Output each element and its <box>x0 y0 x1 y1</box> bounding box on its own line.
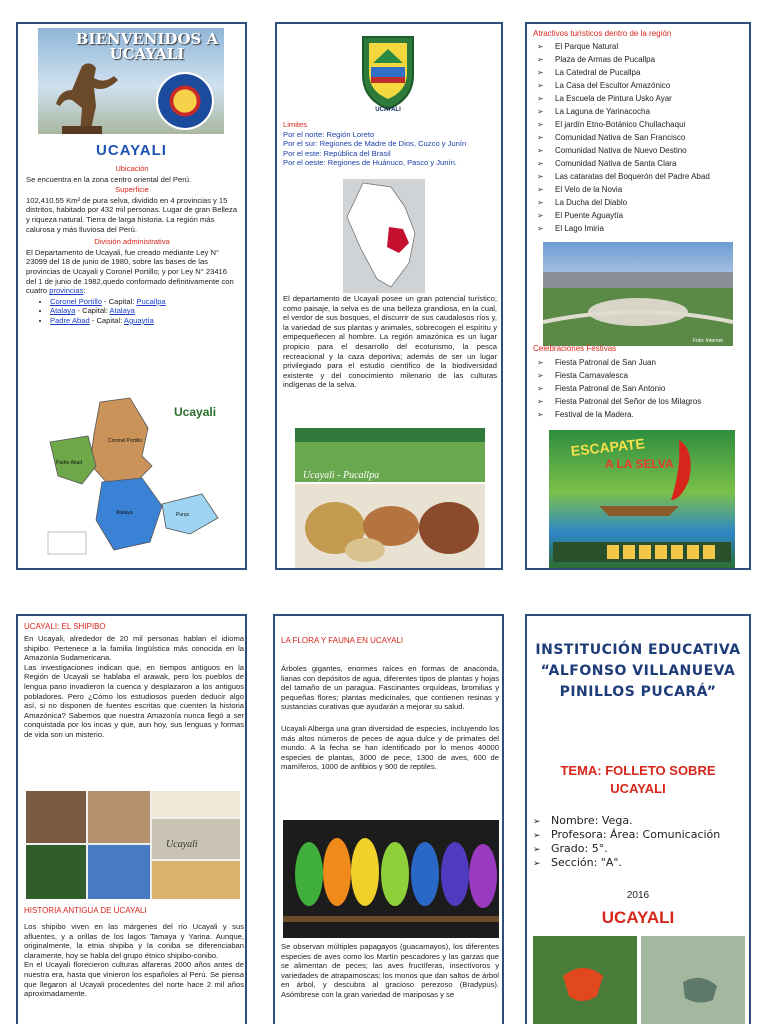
chamber-seal-image <box>156 72 214 130</box>
birds-photo <box>533 936 745 1024</box>
capital-link[interactable]: Pucallpa <box>136 296 166 306</box>
flora-p2: Ucayali Alberga una gran diversidad de especies, incluyendo los más altos números de peces de agua dulce y de primates del mundo. A la fecha se han identificado por lo menos 40000 especies de plantas, 3000 de pece, 1300 de aves, 600 de mamíferos, 1000 de anfibios y 900 de reptiles. <box>281 724 499 772</box>
flora-title: LA FLORA Y FAUNA EN UCAYALI <box>281 636 404 645</box>
poster-title-1: ESCAPATE <box>570 435 646 459</box>
limits-title: Limites <box>283 120 308 129</box>
division-label: División administrativa <box>94 237 170 247</box>
province-sep: - Capital: <box>75 306 110 316</box>
festivity-item: ➢ Fiesta Carnavalesca <box>537 369 747 382</box>
province-item <box>50 297 238 307</box>
attraction-item: ➢ La Laguna de Yarinacocha <box>537 105 747 118</box>
attraction-item: ➢ El Lago Imiria <box>537 222 747 235</box>
history-title: HISTORIA ANTIGUA DE UCAYALI <box>24 906 147 915</box>
attraction-item: ➢ La Catedral de Pucallpa <box>537 66 747 79</box>
attractions-list <box>537 40 747 235</box>
province-sep: - Capital: <box>101 296 137 306</box>
region-heading: UCAYALI <box>96 142 167 159</box>
tourism-description: El departamento de Ucayali posee un gran potencial turístico; como paisaje, la selva es de una belleza grandiosa, en la cual, el verdor de sus bosques, el discurrir de sus caudalosos ríos y, la variedad de sus plantas y animales, sobrecogen el espíritu y empequeñecen al hombre. La región amazónica es un lugar propicio para el desarrollo del ecoturismo, la pesca recreacional y la caza deportiva; además de ser un lugar privilegiado para el estudio científico de la biodiversidad existente y del conocimiento milenario de las culturas indígenas de la selva. <box>283 294 497 390</box>
attraction-item: ➢ Las cataratas del Boquerón del Padre Abad <box>537 170 747 183</box>
panel-welcome <box>16 22 247 570</box>
province-link[interactable]: Padre Abad <box>50 315 90 325</box>
detail-item: ➢ Sección: "A". <box>533 856 745 870</box>
festivity-item: ➢ Fiesta Patronal de San Juan <box>537 356 747 369</box>
map-title: Ucayali <box>174 405 217 419</box>
welcome-banner <box>38 28 224 134</box>
attraction-item: ➢ El Parque Natural <box>537 40 747 53</box>
limit-east: Por el este: República del Brasil <box>283 148 391 158</box>
festivities-title: Celebraciones Festivas <box>533 344 617 353</box>
emblem-label: UCAYALI <box>375 107 401 113</box>
province-link[interactable]: Coronel Portillo <box>50 296 102 306</box>
poster-title-2: A LA SELVA <box>605 457 674 471</box>
limit-south: Por el sur: Regiones de Madre de Dios, Cuzco y Junín <box>283 139 467 149</box>
division-text: El Departamento de Ucayali, fue creado mediante Ley N° 23099 del 18 de junio de 1980, sobre las bases de las provincias de Ucayali y Coronel Portillo; y por Ley N° 23416 del 1 de junio de 1982,quedo conformado definitivamente con cuatro provincias: <box>26 247 234 296</box>
panel-flora-fauna <box>273 614 504 1024</box>
division-body: El Departamento de Ucayali, fue creado mediante Ley N° 23099 del 18 de junio de 1980, sobre las bases de las provincias de Ucayali y Coronel Portillo; y por Ley N° 23416 del 1 de junio de 1982,quedo conformado definitivamente con cuatro <box>26 247 234 296</box>
pucallpa-photo <box>295 428 485 568</box>
capital-link[interactable]: Atalaya <box>109 306 135 316</box>
shipibo-p1: En Ucayali, alrededor de 20 mil personas hablan el idioma shipibo. Pertenece a la familia lingüística más conocida en la Amazonía Sudamericana. <box>24 634 244 663</box>
attraction-item: ➢ El Puente Aguaytía <box>537 209 747 222</box>
flora-p3: Se observan múltiples papagayos (guacamayos), los diferentes especies de aves como los Martín pescadores y las garzas que se alimentan de peces; las aves fructíferas, insectívoros y variedades de atrapamoscas; los monos que dan saltos de árbol en árbol, y descubra al gracioso perezoso (Bradypus). Asómbrese con la gran variedad de mariposas y se <box>281 942 499 999</box>
attraction-item: ➢ El jardín Etno-Botánico Chullachaqui <box>537 118 747 131</box>
escape-selva-poster <box>549 430 735 568</box>
panel-cover <box>525 614 751 1024</box>
province-map <box>42 394 232 564</box>
map-legend <box>48 532 86 554</box>
superficie-text: 102,410.55 Km² de pura selva, dividido en 4 provincias y 15 distritos, habitado por 432 mil personas. Lugar de gran Belleza y riqueza natural. Tierra de larga historia. La región más calurosa y más lluviosa del Perú. <box>26 195 238 234</box>
photo-caption: Ucayali - Pucallpa <box>303 470 380 481</box>
shipibo-title: UCAYALI: EL SHIPIBO <box>24 622 106 631</box>
statue-image <box>52 56 122 134</box>
detail-item: ➢ Profesora: Área: Comunicación <box>533 828 745 842</box>
flora-p1: Árboles gigantes, enormes raíces en formas de anaconda, lianas con depósitos de agua, diferentes tipos de plantas y hojas del tamaño de un paragua. Fascinantes orquídeas, bromilias y pequeñas flores; plantas medicinales, que contienen resinas y sustancias curativas que ayudarán a mejorar su salud. <box>281 664 499 712</box>
attraction-item: ➢ Comunidad Nativa de Nuevo Destino <box>537 144 747 157</box>
provincias-link[interactable]: provincias <box>49 286 84 296</box>
attraction-item: ➢ Comunidad Nativa de Santa Clara <box>537 157 747 170</box>
map-label: Purus <box>176 512 190 518</box>
history-text <box>24 922 244 999</box>
festivity-item: ➢ Festival de la Madera. <box>537 408 747 421</box>
history-p2: En el Ucayali florecieron culturas alfareras 2000 años antes de nuestra era, hasta que vinieron los españoles al Perú. Se piensa que llegaron al Ucayali procedentes del norte hace 2 mil años aproximadamente. <box>24 960 244 999</box>
shipibo-collage <box>26 791 240 899</box>
superficie-label: Superficie <box>115 185 149 195</box>
regional-emblem <box>353 29 423 115</box>
plaza-photo <box>543 242 733 346</box>
province-item <box>50 306 238 316</box>
panel-shipibo <box>16 614 247 1024</box>
festivities-list <box>537 356 747 421</box>
festivity-item: ➢ Fiesta Patronal de San Antonio <box>537 382 747 395</box>
detail-item: ➢ Nombre: Vega. <box>533 814 745 828</box>
institution-name: INSTITUCIÓN EDUCATIVA “ALFONSO VILLANUEVA PINILLOS PUCARÁ” <box>535 642 741 700</box>
limit-north: Por el norte: Región Loreto <box>283 129 375 139</box>
photo-credit: Foto: Internet <box>693 338 723 344</box>
parrots-photo <box>283 820 499 938</box>
detail-item: ➢ Grado: 5°. <box>533 842 745 856</box>
province-item <box>50 316 238 326</box>
map-label: Atalaya <box>116 510 133 516</box>
province-link[interactable]: Atalaya <box>50 306 76 316</box>
attraction-item: ➢ La Casa del Escultor Amazónico <box>537 79 747 92</box>
ubicacion-label: Ubicación <box>115 164 149 173</box>
provinces-list <box>50 297 238 326</box>
student-details <box>533 814 745 870</box>
attraction-item: ➢ Comunidad Nativa de San Francisco <box>537 131 747 144</box>
limit-west: Por el oeste: Regiones de Huánuco, Pasco y Junín. <box>283 158 457 168</box>
cover-region: UCAYALI <box>601 908 675 927</box>
attraction-item: ➢ La Ducha del Diablo <box>537 196 747 209</box>
festivity-item: ➢ Fiesta Patronal del Señor de los Milagros <box>537 395 747 408</box>
attraction-item: ➢ La Escuela de Pintura Usko Ayar <box>537 92 747 105</box>
map-label: Coronel Portillo <box>108 438 143 444</box>
limits-block <box>283 120 497 168</box>
panel-limits <box>275 22 503 570</box>
shipibo-text <box>24 634 244 740</box>
capital-link[interactable]: Aguaytía <box>123 315 154 325</box>
attractions-title: Atractivos turísticos dentro de la región <box>533 29 672 38</box>
region-info <box>26 163 238 326</box>
brochure-topic: TEMA: FOLLETO SOBRE UCAYALI <box>560 763 716 796</box>
ubicacion-text: Se encuentra en la zona centro oriental del Perú. <box>26 174 192 184</box>
panel-attractions <box>525 22 751 570</box>
brochure-year: 2016 <box>626 890 650 901</box>
banner-title: BIENVENIDOS A UCAYALI <box>75 30 219 63</box>
province-sep: - Capital: <box>89 315 124 325</box>
attraction-item: ➢ Plaza de Armas de Pucallpa <box>537 53 747 66</box>
map-label: Padre Abad <box>56 460 83 466</box>
history-p1: Los shipibo viven en las márgenes del río Ucayali y sus afluentes, y a orillas de los lagos Tamaya y Yarina. Aunque, originalmente, la etnia shipiba y la coniba se diferenciaban claramente, hoy se habla del grupo étnico shipibo-conibo. <box>24 922 244 960</box>
shipibo-p2: Las investigaciones indican que, en tiempos antiguos en la Región de Ucayali se hablaba el arawak, pero los pueblos de lengua pano invadieron la cuenca y desplazaron a los antiguos pobladores. Pero ¿Cómo los estudiosos pueden deducir algo así, si no disponen de fuentes escritas que cuenten la historia Amazónica? Sabemos que nuestra Amazonía nunca llegó a ser conquistada por los incas y que, aun hoy, sus lenguas y formas de vida son un misterio. <box>24 662 244 739</box>
peru-location-map <box>343 179 425 293</box>
attraction-item: ➢ El Velo de la Novia <box>537 183 747 196</box>
collage-label: Ucayali <box>166 839 198 850</box>
